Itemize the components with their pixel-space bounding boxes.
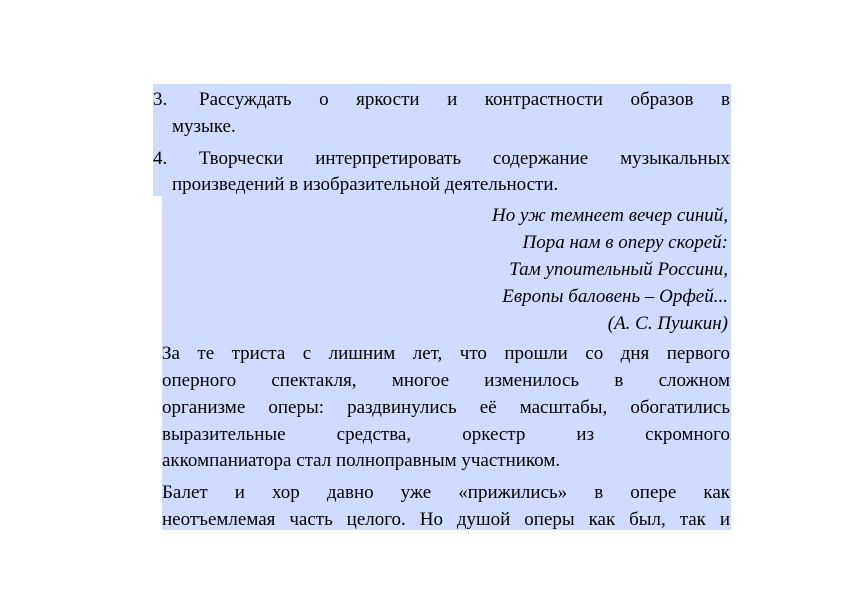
- paragraph-line: аккомпаниатора стал полноправным участником.: [162, 450, 561, 471]
- list-item-line: Рассуждать о яркости и контрастности образов в: [199, 89, 730, 110]
- list-item-number: 3.: [153, 89, 168, 110]
- paragraph-line: оперного спектакля, многое изменилось в сложном: [162, 370, 730, 391]
- list-item-number: 4.: [153, 148, 168, 169]
- list-item-line: музыке.: [172, 116, 236, 137]
- epigraph-line: Но уж темнеет вечер синий,: [492, 205, 728, 226]
- epigraph-line: Европы баловень – Орфей...: [502, 286, 728, 307]
- list-item-line: Творчески интерпретировать содержание музыкальных: [199, 148, 730, 169]
- epigraph-line: Там упоительный Россини,: [509, 259, 728, 280]
- paragraph-line: За те триста с лишним лет, что прошли со дня первого: [162, 343, 730, 364]
- paragraph-line: организме оперы: раздвинулись её масштабы, обогатились: [162, 397, 730, 418]
- paragraph-line: неотъемлемая часть целого. Но душой оперы как был, так и: [162, 509, 730, 530]
- epigraph-line: Пора нам в оперу скорей:: [522, 232, 728, 253]
- epigraph-attribution: (А. С. Пушкин): [607, 313, 728, 334]
- paragraph-line: выразительные средства, оркестр из скромного: [162, 424, 730, 445]
- list-item-line: произведений в изобразительной деятельности.: [172, 174, 559, 195]
- paragraph-line: Балет и хор давно уже «прижились» в опере как: [162, 482, 730, 503]
